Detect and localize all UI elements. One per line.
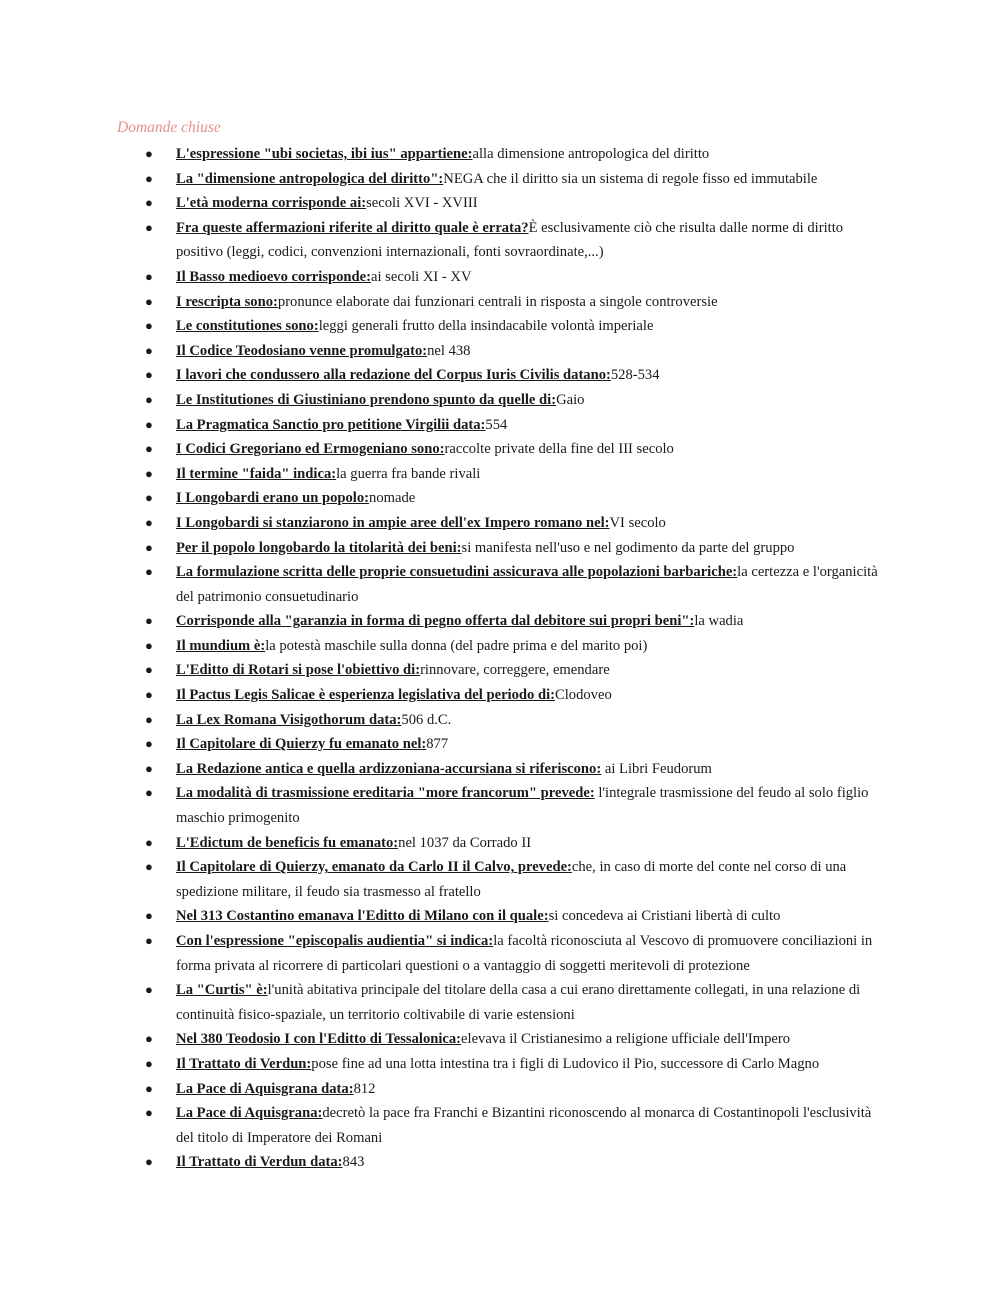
question-text: Nel 380 Teodosio I con l'Editto di Tessalonica:	[176, 1031, 462, 1048]
answer-text: la potestà maschile sulla donna (del padre prima e del marito poi)	[265, 637, 648, 654]
bullet-icon: ●	[145, 1080, 153, 1096]
answer-text: raccolte private della fine del III secolo	[444, 441, 674, 458]
list-item	[145, 634, 885, 659]
answer-text: nel 1037 da Corrado II	[398, 834, 532, 851]
bullet-icon: ●	[145, 1105, 153, 1121]
question-text: La "Curtis" è:	[176, 982, 268, 999]
answer-text: si concedeva ai Cristiani libertà di culto	[548, 908, 781, 925]
answer-text: ai secoli XI - XV	[371, 268, 472, 285]
bullet-icon: ●	[145, 613, 153, 629]
answer-text: l'integrale trasmissione del feudo al solo figlio maschio primogenito	[176, 785, 869, 827]
bullet-icon: ●	[145, 514, 153, 530]
bullet-icon: ●	[145, 933, 153, 948]
list-item	[145, 216, 885, 265]
list-item	[145, 658, 885, 683]
question-text: La "dimensione antropologica del diritto":	[176, 170, 444, 187]
list-item	[145, 339, 885, 364]
list-item	[145, 560, 885, 609]
question-text: I rescripta sono:	[176, 293, 278, 310]
answer-text: 554	[485, 416, 508, 433]
bullet-icon: ●	[145, 859, 153, 875]
list-item	[145, 314, 885, 339]
list-item	[145, 609, 885, 634]
question-text: L'Editto di Rotari si pose l'obiettivo di:	[176, 662, 421, 679]
answer-text: 506 d.C.	[401, 711, 452, 728]
answer-text: NEGA che il diritto sia un sistema di regole fisso ed immutabile	[443, 170, 818, 187]
question-text: Per il popolo longobardo la titolarità dei beni:	[176, 539, 462, 556]
answer-text: rinnovare, correggere, emendare	[420, 662, 610, 679]
bullet-icon: ●	[145, 342, 153, 358]
bullet-icon: ●	[145, 736, 153, 752]
list-item	[145, 290, 885, 315]
question-text: Corrisponde alla "garanzia in forma di pegno offerta dal debitore sui propri beni":	[176, 613, 695, 630]
answer-text: 812	[353, 1080, 376, 1097]
question-text: L'espressione "ubi societas, ibi ius" appartiene:	[176, 146, 473, 162]
answer-text: elevava il Cristianesimo a religione ufficiale dell'Impero	[461, 1031, 791, 1048]
question-text: Il Trattato di Verdun data:	[176, 1154, 343, 1171]
bullet-icon: ●	[145, 219, 153, 235]
answer-text: che, in caso di morte del conte nel corso di una spedizione militare, il feudo sia trasmesso al fratello	[176, 859, 847, 900]
bullet-icon: ●	[145, 391, 153, 407]
question-text: I Longobardi si stanziarono in ampie aree dell'ex Impero romano nel:	[176, 514, 610, 531]
answer-text: la certezza e l'organicità del patrimonio consuetudinario	[176, 564, 878, 605]
answer-text: Gaio	[556, 391, 585, 408]
list-item	[145, 536, 885, 561]
answer-text: pronunce elaborate dai funzionari centrali in risposta a singole controversie	[277, 293, 718, 310]
question-text: I lavori che condussero alla redazione del Corpus Iuris Civilis datano:	[176, 367, 611, 384]
answer-text: 843	[342, 1154, 365, 1171]
bullet-icon: ●	[145, 1031, 153, 1047]
question-text: Il Capitolare di Quierzy, emanato da Carlo II il Calvo, prevede:	[176, 859, 572, 876]
answer-text: VI secolo	[609, 514, 666, 531]
list-item	[145, 1077, 885, 1102]
bullet-icon: ●	[145, 982, 153, 998]
list-item	[145, 929, 885, 978]
answer-text: leggi generali frutto della insindacabile volontà imperiale	[318, 318, 654, 335]
bullet-icon: ●	[145, 564, 153, 580]
bullet-icon: ●	[145, 268, 153, 284]
question-text: L'Edictum de beneficis fu emanato:	[176, 834, 399, 851]
bullet-icon: ●	[145, 1154, 153, 1170]
bullet-icon: ●	[145, 687, 153, 703]
list-item	[145, 855, 885, 904]
list-item	[145, 1027, 885, 1052]
bullet-icon: ●	[145, 908, 153, 924]
list-item	[145, 978, 885, 1027]
list-item	[145, 904, 885, 929]
question-text: La Lex Romana Visigothorum data:	[176, 711, 402, 728]
answer-text: nel 438	[427, 342, 471, 359]
bullet-icon: ●	[145, 146, 153, 161]
list-item	[145, 831, 885, 856]
list-item	[145, 757, 885, 782]
question-text: I Codici Gregoriano ed Ermogeniano sono:	[176, 441, 445, 458]
bullet-icon: ●	[145, 539, 153, 555]
answer-text: È esclusivamente ciò che risulta dalle norme di diritto positivo (leggi, codici, convenzioni internazionali, fonti sovraordinate,...)	[176, 219, 844, 261]
list-item	[145, 462, 885, 487]
bullet-icon: ●	[145, 416, 153, 432]
answer-text: decretò la pace fra Franchi e Bizantini riconoscendo al monarca di Costantinopoli l'esclusività del titolo di Imperatore dei Romani	[176, 1105, 872, 1146]
question-text: Le Institutiones di Giustiniano prendono spunto da quelle di:	[176, 391, 557, 408]
bullet-icon: ●	[145, 367, 153, 383]
answer-text: pose fine ad una lotta intestina tra i figli di Ludovico il Pio, successore di Carlo Magno	[311, 1055, 820, 1072]
answer-text: la guerra fra bande rivali	[336, 465, 481, 482]
list-item	[145, 167, 885, 192]
list-item	[145, 142, 885, 167]
bullet-icon: ●	[145, 293, 153, 309]
question-text: Fra queste affermazioni riferite al diritto quale è errata?	[176, 219, 529, 236]
bullet-icon: ●	[145, 711, 153, 727]
bullet-icon: ●	[145, 785, 153, 801]
list-item	[145, 1150, 885, 1175]
list-item	[145, 265, 885, 290]
question-text: Il Pactus Legis Salicae è esperienza legislativa del periodo di:	[176, 687, 555, 704]
question-text: La modalità di trasmissione ereditaria "more francorum" prevede:	[176, 785, 595, 802]
bullet-icon: ●	[145, 465, 153, 481]
list-item	[145, 781, 885, 830]
question-text: Con l'espressione "episcopalis audientia" si indica:	[176, 933, 494, 949]
list-item	[145, 1052, 885, 1077]
list-item	[145, 708, 885, 733]
answer-text: l'unità abitativa principale del titolare della casa a cui erano direttamente collegati, in una relazione di continuità fisico-spaziale, un territorio coltivabile di varie estensioni	[176, 982, 861, 1023]
answer-text: alla dimensione antropologica del diritto	[472, 146, 710, 162]
answer-text: Clodoveo	[555, 687, 612, 704]
answer-text: nomade	[369, 490, 416, 507]
question-text: La Pace di Aquisgrana:	[176, 1105, 323, 1122]
section-title: Domande chiuse	[117, 119, 221, 136]
question-text: Il termine "faida" indica:	[176, 465, 337, 482]
list-item	[145, 413, 885, 438]
question-text: Il Trattato di Verdun:	[176, 1055, 312, 1072]
question-text: Il mundium è:	[176, 637, 266, 654]
list-item	[145, 732, 885, 757]
bullet-icon: ●	[145, 662, 153, 678]
question-list	[145, 142, 885, 1175]
bullet-icon: ●	[145, 490, 153, 506]
bullet-icon: ●	[145, 441, 153, 457]
answer-text: secoli XVI - XVIII	[366, 195, 478, 212]
list-item	[145, 683, 885, 708]
bullet-icon: ●	[145, 195, 153, 211]
bullet-icon: ●	[145, 170, 153, 186]
question-text: Le constitutiones sono:	[176, 318, 319, 335]
list-item	[145, 363, 885, 388]
answer-text: 528-534	[610, 367, 660, 384]
question-text: Nel 313 Costantino emanava l'Editto di Milano con il quale:	[176, 908, 549, 925]
bullet-icon: ●	[145, 1055, 153, 1071]
list-item	[145, 1101, 885, 1150]
bullet-icon: ●	[145, 318, 153, 334]
question-text: La Redazione antica e quella ardizzoniana-accursiana si riferiscono:	[176, 760, 602, 777]
question-text: I Longobardi erano un popolo:	[176, 490, 370, 507]
list-item	[145, 388, 885, 413]
question-text: Il Capitolare di Quierzy fu emanato nel:	[176, 736, 427, 753]
list-item	[145, 486, 885, 511]
bullet-icon: ●	[145, 637, 153, 653]
answer-text: la wadia	[694, 613, 744, 630]
question-text: L'età moderna corrisponde ai:	[176, 195, 367, 212]
question-text: La Pace di Aquisgrana data:	[176, 1080, 354, 1097]
question-text: Il Basso medioevo corrisponde:	[176, 268, 371, 285]
question-text: La Pragmatica Sanctio pro petitione Virgilii data:	[176, 416, 486, 433]
answer-text: 877	[426, 736, 449, 753]
question-text: Il Codice Teodosiano venne promulgato:	[176, 342, 428, 359]
list-item	[145, 511, 885, 536]
bullet-icon: ●	[145, 834, 153, 850]
question-text: La formulazione scritta delle proprie consuetudini assicurava alle popolazioni barbariche:	[176, 564, 738, 581]
answer-text: la facoltà riconosciuta al Vescovo di promuovere conciliazioni in forma privata al ricorrere di particolari questioni o a vantaggio di soggetti meritevoli di protezione	[176, 933, 873, 974]
bullet-icon: ●	[145, 760, 153, 776]
list-item	[145, 191, 885, 216]
answer-text: ai Libri Feudorum	[601, 760, 712, 777]
answer-text: si manifesta nell'uso e nel godimento da parte del gruppo	[461, 539, 795, 556]
list-item	[145, 437, 885, 462]
